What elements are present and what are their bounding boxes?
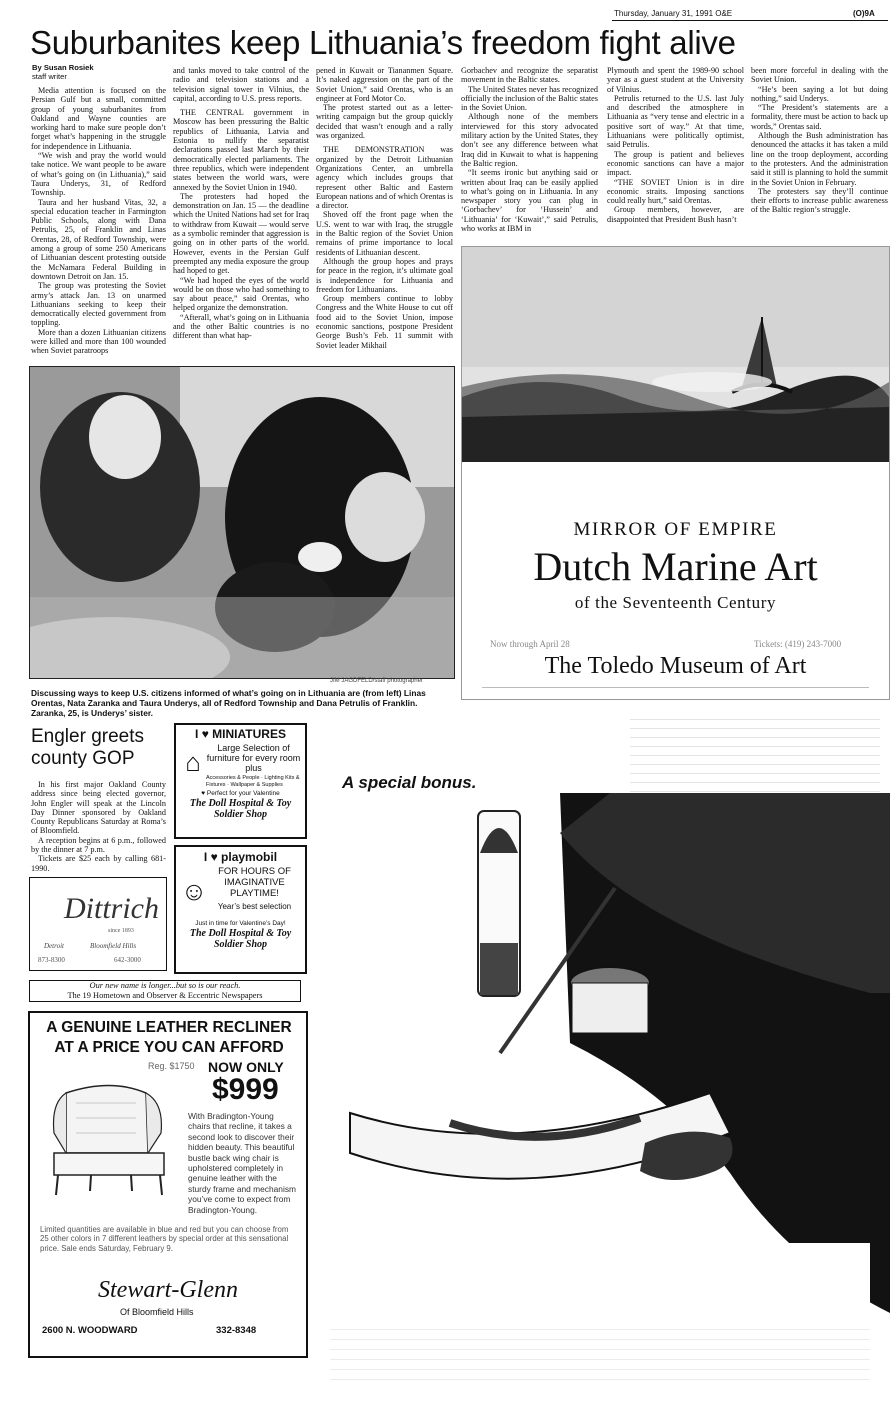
col3-p2: The protest started out as a letter-writing campaign but the group quickly decided that wasn’t enough and a rally was organized. [316,103,453,141]
dittrich-city-1: Detroit [44,942,64,950]
banner-line-2: The 19 Hometown and Observer & Eccentric Newspapers [67,991,263,1000]
col3-p3: THE DEMONSTRATION was organized by the Detroit Lithuanian Organizations Center, an umbrella agency which includes groups that represent other Baltic and Eastern European nations and of which Orentas is a director. [316,145,453,211]
photo-credit: JIM JAGDFELD/staff photographer [330,678,423,684]
recliner-reg-price: Reg. $1750 [148,1061,195,1071]
bonus-headline: A special bonus. [342,773,477,792]
engler-headline: Engler greets county GOP [31,726,145,769]
col5-p3: The group is patient and believes economic sanctions can have a major impact. [607,149,744,178]
col4-p2: The United States never has recognized officially the inclusion of the Baltic states in the Soviet Union. [461,84,598,113]
col5-p5: Group members, however, are disappointed that President Bush hasn’t [607,205,744,224]
leather-recliner-illustration [36,1073,186,1213]
story-column-5 [607,66,744,240]
toy-figure-icon: ☺ [180,877,208,906]
col6-p2: “He’s been saying a lot but doing nothing,” said Underys. [751,84,888,103]
story-column-1 [31,86,166,372]
recliner-phone: 332-8348 [216,1325,257,1336]
museum-tickets: Tickets: (419) 243-7000 [754,639,842,649]
story-column-6 [751,66,888,240]
museum-footer-rule [482,687,869,688]
byline-role: staff writer [32,71,67,81]
recliner-description: With Bradington-Young chairs that recline, it takes a second look to discover their hidden beauty. This beautiful bustle back wing chair is upholstered completely in genuine leather with the sturdy frame and mechanism you’ve come to expect from Bradington-Young. [188,1111,296,1215]
recliner-store-location: Of Bloomfield Hills [120,1307,194,1317]
museum-name: The Toledo Museum of Art [544,653,807,679]
dittrich-phone-1: 873-8300 [38,956,65,964]
page-number: (O)9A [853,9,875,18]
playmobil-title: I ♥ playmobil [203,850,278,864]
col5-p4: “THE SOVIET Union is in dire economic straits. Imposing sanctions could really hurt,” said Orentas. [607,177,744,206]
museum-dates: Now through April 28 [490,639,570,649]
museum-exhibit-title: Dutch Marine Art [533,544,818,589]
engler-story [31,780,166,875]
banner-line-1: Our new name is longer...but so is our reach. [89,981,241,990]
story-headline: Suburbanites keep Lithuania’s freedom fight alive [30,24,736,61]
col1-p5: More than a dozen Lithuanian citizens were killed and more than 100 wounded when Soviet paratroops [31,327,166,356]
dollhouse-icon: ⌂ [185,748,201,777]
col1-p1: Media attention is focused on the Persian Gulf but a small, committed group of young suburbanites from Oakland and Wayne counties are working hard to make sure people don’t forget what’s happening in the struggle for independence in Lithuania. [31,86,166,151]
recliner-ad[interactable] [28,1011,308,1358]
col2-p2: THE CENTRAL government in Moscow has been pressuring the Baltic republics of Lithuania, Latvia and Estonia to nullify the separatist declarations passed last March by their democratically elected parliaments. The three republics, which were independent states between the world wars, were annexed by the Soviet Union in 1940. [173,108,309,192]
byline [32,64,162,81]
miniatures-store: The Doll Hospital & Toy Soldier Shop [189,798,292,820]
col6-p1: been more forceful in dealing with the Soviet Union. [751,66,888,85]
col2-p1: and tanks moved to take control of the radio and television stations and a television signal tower in Vilnius, the capital, according to U.S. press reports. [173,66,309,103]
dateline: Thursday, January 31, 1991 O&E [614,9,733,18]
recliner-headline-1: A GENUINE LEATHER RECLINER [46,1019,292,1036]
news-photo [29,366,455,679]
col1-p3: Taura and her husband Vitas, 32, a special education teacher in Farmington Public Schools, along with Dana Petrulis, 25, of Franklin and Linas Orentas, 28, of Redford Township, were among a group of some 250 Americans of Lithuanian descent protesting outside the McNamara Federal Building in downtown Detroit on Jan. 15. [31,197,166,281]
playmobil-ad[interactable] [174,845,307,974]
recliner-now-only: NOW ONLY [208,1059,284,1075]
col5-p2: Petrulis returned to the U.S. last July and described the atmosphere in Lithuania as “very tense and electric in a positive sort of way.” At that time, Lithuanians were politically optimist, said Petrulis. [607,93,744,150]
recliner-fine-print: Limited quantities are available in blue and red but you can choose from 25 other colors in 7 different leathers by special order at this sensational price. Sale ends Saturday, February 9. [40,1225,289,1253]
story-column-2 [173,66,309,372]
recliner-price: $999 [212,1073,279,1106]
dittrich-ad[interactable] [29,877,167,971]
recliner-headline-2: AT A PRICE YOU CAN AFFORD [54,1039,284,1056]
dittrich-tagline: since 1893 [108,928,134,934]
dittrich-logo: Dittrich [64,892,159,925]
col4-p1: Gorbachev and recognize the separatist movement in the Baltic states. [461,66,598,85]
playmobil-line-1: FOR HOURS OF IMAGINATIVE PLAYTIME! [218,866,291,899]
col6-p3: “The President’s statements are a formality, there must be action to back up words,” Orentas said. [751,103,888,131]
ship-painting-image [462,247,889,462]
col1-p2: “We wish and pray the world would take notice. We want people to be aware of what’s going on (in Lithuania),” said Taura Underys, 31, of Redford Township. [31,151,166,198]
col2-p4: “We had hoped the eyes of the world would be on those who had something to say about peace,” said Orentas, who helped organize the demonstration. [173,275,309,313]
col3-p4: Shoved off the front page when the U.S. went to war with Iraq, the struggle in the Baltic region of the Soviet Union remains of prime importance to local residents of Lithuanian descent. [316,210,453,257]
story-column-3 [316,66,453,372]
col2-p3: The protesters had hoped the demonstration on Jan. 15 — the deadline which the United Nations had set for Iraq to withdraw from Kuwait — would serve as a symbolic reminder that aggression is going on in other parts of the world. However, events in the Persian Gulf preempted any media exposure the group had hoped to get. [173,191,309,276]
playmobil-line-2: Year’s best selection [217,902,292,911]
miniatures-line-3: ♥ Perfect for your Valentine [201,790,280,797]
miniatures-line-1: Large Selection of furniture for every room plus [206,743,301,773]
col5-p1: Plymouth and spent the 1989-90 school year as a guest student at the University of Vilnius. [607,66,744,94]
col4-p3: Although none of the members interviewed for this story advocated military action by the United States, they don’t see any difference between what Iraq did in Kuwait to what is happening the Baltic region. [461,112,598,168]
col3-p1: pened in Kuwait or Tiananmen Square. It’s naked aggression on the part of the Soviet Union,” said Orentas, who is an engineer at Ford Motor Co. [316,66,453,103]
playmobil-line-3: Just in time for Valentine’s Day! [195,920,286,927]
museum-kicker: MIRROR OF EMPIRE [573,519,778,540]
dittrich-city-2: Bloomfield Hills [90,942,137,950]
miniatures-title: I ♥ MINIATURES [195,727,286,741]
col6-p5: The protesters say they’ll continue their efforts to increase public awareness of the Baltic region’s struggle. [751,186,888,215]
newspaper-name-banner [29,980,301,1002]
miniatures-line-2: Accessories & People · Lighting Kits & Fixtures · Wallpaper & Supplies [206,775,300,788]
lipstick-compact-photo [310,793,890,1393]
engler-p1: In his first major Oakland County address since being elected governor, John Engler will speak at the Lincoln Day Dinner sponsored by Oakland County Republicans Saturday at Roma’s of Bloomfield. [31,780,166,836]
masthead-rule [612,20,888,21]
byline-name: By Susan Rosiek [32,63,94,72]
playmobil-store: The Doll Hospital & Toy Soldier Shop [189,928,292,950]
col6-p4: Although the Bush administration has denounced the attacks it has taken a mild line on the troop deployment, according to the protesters. And the administration said it still is planning to hold the summit in the Soviet Union in February. [751,131,888,187]
story-column-4 [461,66,598,240]
protesters-photo-image [30,367,454,678]
col3-p5: Although the group hopes and prays for peace in the region, it’s ultimate goal is independence for Lithuania and freedom for Lithuanians. [316,256,453,294]
stewart-glenn-logo: Stewart-Glenn [98,1277,238,1303]
dittrich-phone-2: 642-3000 [114,956,141,964]
col4-p4: “It seems ironic but anything said or written about Iraq can be easily applied to what’s going on in Lithuania. In any newspaper story you can plug in ‘Gorbachev’ for ‘Hussein’ and ‘Lithuania’ for ‘Kuwait’,” said Petrulis, who works at IBM in [461,168,598,234]
col2-p5: “Afterall, what’s going on in Lithuania and the other Baltic countries is no different than what hap- [173,312,309,341]
col3-p6: Group members continue to lobby Congress and the White House to cut off food aid to the Soviet Union, impose economic sanctions, postpone President George Bush’s Feb. 11 summit with Soviet leader Mikhail [316,294,453,350]
bonus-faded-footer [330,1320,870,1380]
bonus-ad[interactable] [310,705,890,1395]
engler-p3: Tickets are $25 each by calling 681-1990. [31,854,166,873]
col1-p4: The group was protesting the Soviet army’s attack Jan. 13 on unarmed Lithuanians seeking to keep their democratically elected government from toppling. [31,281,166,328]
engler-p2: A reception begins at 6 p.m., followed by the dinner at 7 p.m. [31,835,166,855]
museum-exhibit-subtitle: of the Seventeenth Century [574,593,777,612]
photo-caption: Discussing ways to keep U.S. citizens informed of what’s going on in Lithuania are (from left) Linas Orentas, Nata Zaranka and Taura Underys, all of Redford Township and Dana Petrulis of Franklin. Zaranka, 25, is Underys’ sister. [31,688,426,718]
museum-ad[interactable] [461,246,890,700]
miniatures-ad[interactable] [174,723,307,839]
recliner-address: 2600 N. WOODWARD [42,1325,138,1336]
